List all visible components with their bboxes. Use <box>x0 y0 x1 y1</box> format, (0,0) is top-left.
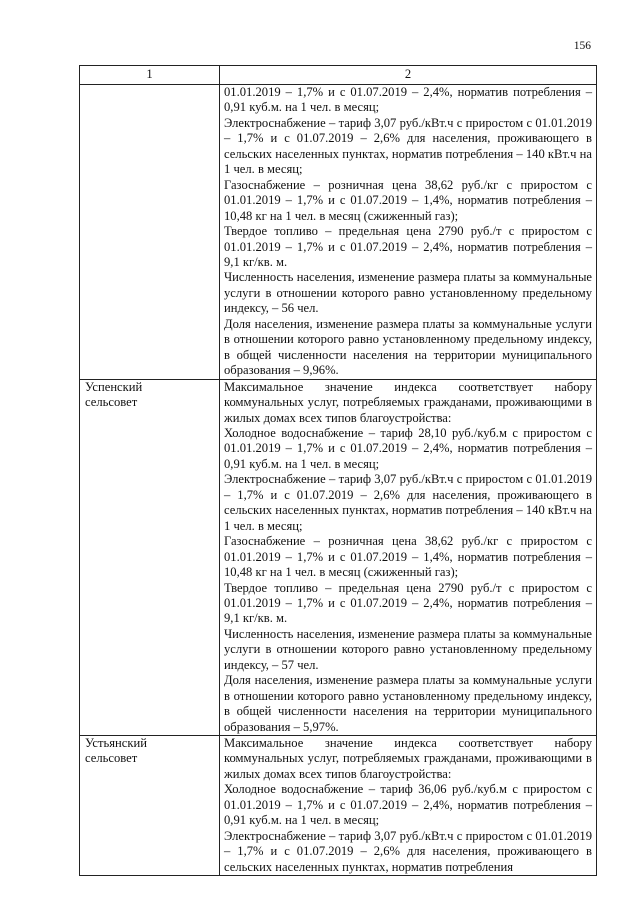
table-row <box>80 736 597 876</box>
description-paragraph: Электроснабжение – тариф 3,07 руб./кВт.ч с приростом с 01.01.2019 – 1,7% и с 01.07.2019 – 2,6% для населения, проживающего в сельских населенных пунктах, норматив потребления – 140 кВт.ч на 1 чел. в месяц; <box>224 472 592 533</box>
description-paragraph: Холодное водоснабжение – тариф 28,10 руб./куб.м с приростом с 01.01.2019 – 1,7% и с 01.07.2019 – 2,4%, норматив потребления – 0,91 куб.м. на 1 чел. в месяц; <box>224 425 592 471</box>
description-paragraph: Доля населения, изменение размера платы за коммунальные услуги в отношении которого равно установленному предельному индексу, в общей численности населения на территории муниципального образования – 5,97%. <box>224 673 592 734</box>
column-header-2: 2 <box>220 66 597 85</box>
index-description-cell <box>220 736 597 876</box>
description-paragraph: Доля населения, изменение размера платы за коммунальные услуги в отношении которого равно установленному предельному индексу, в общей численности населения на территории муниципального образования – 9,96%. <box>224 316 592 378</box>
municipality-name: Успенский сельсовет <box>85 379 143 410</box>
description-paragraph: Холодное водоснабжение – тариф 36,06 руб./куб.м с приростом с 01.01.2019 – 1,7% и с 01.07.2019 – 2,4%, норматив потребления – 0,91 куб.м. на 1 чел. в месяц; <box>224 782 592 828</box>
description-paragraph: 01.01.2019 – 1,7% и с 01.07.2019 – 2,4%, норматив потребления – 0,91 куб.м. на 1 чел. в месяц; <box>224 85 592 115</box>
municipality-name-cell <box>80 379 220 735</box>
description-paragraph: Максимальное значение индекса соответствует набору коммунальных услуг, потребляемых гражданами, проживающими в жилых домах всех типов благоустройства: <box>224 379 592 425</box>
table-header-row <box>80 66 597 85</box>
table-row <box>80 379 597 735</box>
description-paragraph: Численность населения, изменение размера платы за коммунальные услуги в отношении которого равно установленному предельному индексу, – 56 чел. <box>224 270 592 316</box>
description-paragraph: Электроснабжение – тариф 3,07 руб./кВт.ч с приростом с 01.01.2019 – 1,7% и с 01.07.2019 – 2,6% для населения, проживающего в сельских населенных пунктах, норматив потребления <box>224 828 592 874</box>
column-header-1: 1 <box>80 66 220 85</box>
description-paragraph: Электроснабжение – тариф 3,07 руб./кВт.ч с приростом с 01.01.2019 – 1,7% и с 01.07.2019 – 2,6% для населения, проживающего в сельских населенных пунктах, норматив потребления – 140 кВт.ч на 1 чел. в месяц; <box>224 115 592 177</box>
table-body <box>80 85 597 876</box>
description-paragraph: Численность населения, изменение размера платы за коммунальные услуги в отношении которого равно установленному предельному индексу, – 57 чел. <box>224 626 592 672</box>
municipality-name-cell <box>80 85 220 380</box>
page-number: 156 <box>573 40 591 52</box>
description-paragraph: Твердое топливо – предельная цена 2790 руб./т с приростом с 01.01.2019 – 1,7% и с 01.07.2019 – 2,4%, норматив потребления – 9,1 кг/кв. м. <box>224 224 592 269</box>
description-paragraph: Максимальное значение индекса соответствует набору коммунальных услуг, потребляемых гражданами, проживающими в жилых домах всех типов благоустройства: <box>224 736 592 781</box>
table-row <box>80 85 597 380</box>
municipality-name: Устьянский сельсовет <box>85 736 147 766</box>
description-paragraph: Газоснабжение – розничная цена 38,62 руб./кг с приростом с 01.01.2019 – 1,7% и с 01.07.2019 – 1,4%, норматив потребления – 10,48 кг на 1 чел. в месяц (сжиженный газ); <box>224 534 592 580</box>
municipal-index-table <box>79 65 597 876</box>
description-paragraph: Газоснабжение – розничная цена 38,62 руб./кг с приростом с 01.01.2019 – 1,7% и с 01.07.2019 – 1,4%, норматив потребления – 10,48 кг на 1 чел. в месяц (сжиженный газ); <box>224 177 592 223</box>
description-paragraph: Твердое топливо – предельная цена 2790 руб./т с приростом с 01.01.2019 – 1,7% и с 01.07.2019 – 2,4%, норматив потребления – 9,1 кг/кв. м. <box>224 580 592 626</box>
index-description-cell <box>220 85 597 380</box>
municipality-name-cell <box>80 736 220 876</box>
index-description-cell <box>220 379 597 735</box>
